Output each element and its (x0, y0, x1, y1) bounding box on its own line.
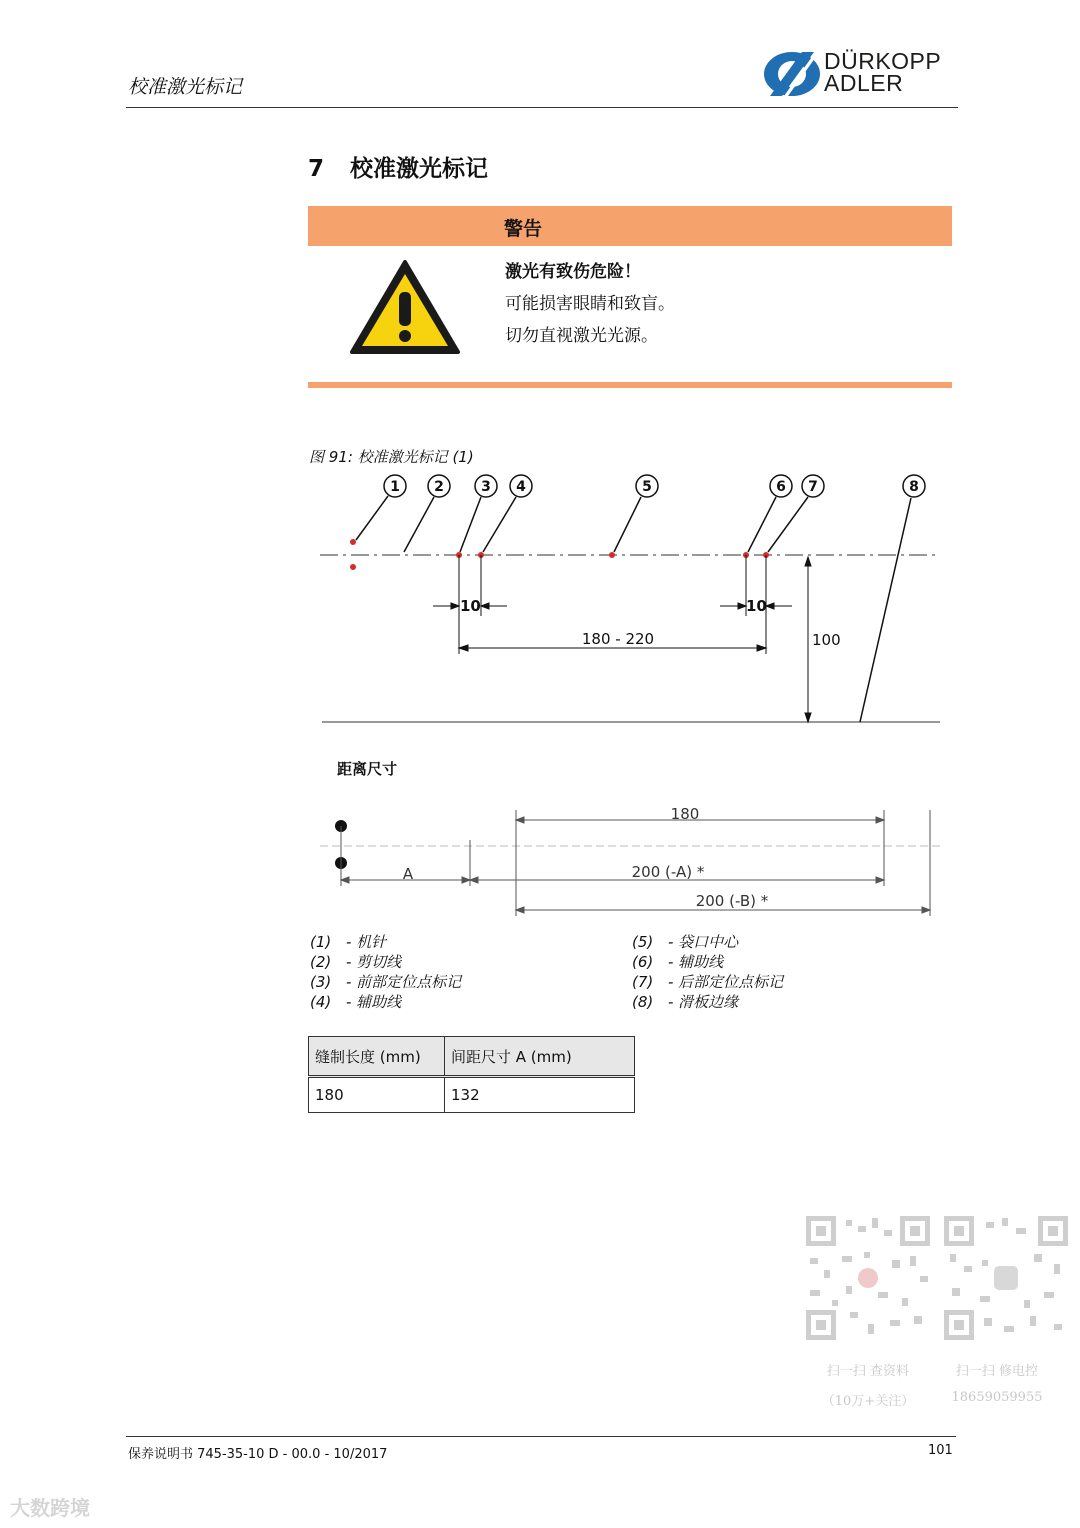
chapter-heading (308, 150, 488, 183)
legend-key: (8) (632, 993, 654, 1011)
legend-key: (5) (632, 933, 654, 951)
distance-200b-label: 200 (-B) * (695, 892, 769, 910)
legend-key: (6) (632, 953, 654, 971)
header-rule (126, 107, 958, 108)
legend-item (632, 952, 783, 972)
warning-bottom-rule (308, 382, 952, 388)
footer-page-number: 101 (928, 1443, 953, 1458)
legend-item (310, 972, 461, 992)
laser-marking-diagram (300, 468, 960, 730)
warning-line-2: 可能损害眼睛和致盲。 (505, 294, 675, 314)
pocket-center-dot (609, 552, 615, 558)
warning-line-1: 激光有致伤危险！ (505, 262, 641, 282)
chapter-number: 7 (308, 156, 325, 182)
legend-text: - 辅助线 (668, 953, 724, 971)
distance-180-label: 180 (670, 805, 700, 823)
legend-text: - 机针 (346, 933, 387, 951)
legend-item (310, 992, 461, 1012)
legend-text: - 辅助线 (346, 993, 402, 1011)
legend-text: - 剪切线 (346, 953, 402, 971)
warning-text (505, 256, 675, 352)
table-cell: 180 (309, 1077, 445, 1113)
legend-right-column (632, 932, 783, 1012)
legend-key: (2) (310, 953, 332, 971)
legend-text: - 袋口中心 (668, 933, 739, 951)
durkopp-adler-logo (762, 48, 962, 100)
footer-document-id: 保养说明书 745-35-10 D - 00.0 - 10/2017 (128, 1447, 388, 1462)
figure-caption: 图 91: 校准激光标记 (1) (309, 448, 474, 466)
needle-dot-upper (350, 539, 356, 545)
callout-4-label: 4 (516, 479, 526, 495)
table-header-row (309, 1037, 635, 1077)
spec-table (308, 1036, 635, 1113)
table-row (309, 1077, 635, 1113)
callout-7-label: 7 (808, 479, 818, 495)
running-header-title: 校准激光标记 (128, 76, 243, 98)
footer-rule (126, 1436, 956, 1437)
qr-left-caption-2: （10万+关注） (821, 1394, 915, 1409)
warning-heading: 警告 (504, 218, 543, 240)
legend-key: (1) (310, 933, 332, 951)
qr-code-left-icon (806, 1216, 930, 1340)
dim-span-label: 180 - 220 (581, 630, 655, 648)
dim-right-10: 10 (746, 597, 767, 615)
callout-8-label: 8 (909, 479, 919, 495)
distance-200a-label: 200 (-A) * (631, 863, 705, 881)
watermark: 大数跨境 (10, 1496, 90, 1520)
legend-text: - 后部定位点标记 (668, 973, 784, 991)
warning-triangle-icon (348, 258, 462, 356)
legend-item (310, 952, 461, 972)
legend-item (632, 932, 783, 952)
legend-item (632, 992, 783, 1012)
distance-a-label: A (402, 865, 414, 883)
qr-right-caption-2: 18659059955 (951, 1390, 1043, 1405)
table-header-distance-a: 间距尺寸 A (mm) (445, 1037, 635, 1077)
brand-line-2: ADLER (824, 70, 904, 96)
qr-right-caption-1: 扫一扫 修电控 (955, 1364, 1039, 1379)
legend-key: (4) (310, 993, 332, 1011)
legend-key: (7) (632, 973, 654, 991)
dim-height-label: 100 (812, 631, 841, 649)
distance-dimension-diagram (320, 790, 940, 920)
logo-mark-icon (762, 48, 822, 98)
legend-key: (3) (310, 973, 332, 991)
warning-header-bar (308, 206, 952, 246)
warning-line-3: 切勿直视激光光源。 (505, 326, 658, 346)
distance-dimensions-title: 距离尺寸 (337, 760, 398, 778)
brand-line-1: DÜRKOPP (824, 48, 942, 74)
legend-left-column (310, 932, 461, 1012)
legend-item (632, 972, 783, 992)
chapter-title: 校准激光标记 (350, 156, 488, 182)
callout-3-label: 3 (481, 479, 491, 495)
legend-text: - 前部定位点标记 (346, 973, 462, 991)
callout-1-label: 1 (390, 479, 400, 495)
callout-5-label: 5 (642, 479, 652, 495)
dim-left-10: 10 (460, 597, 481, 615)
qr-left-caption-1: 扫一扫 查资料 (826, 1364, 910, 1379)
callout-2-label: 2 (434, 479, 444, 495)
table-cell: 132 (445, 1077, 635, 1113)
needle-dot-lower (350, 564, 356, 570)
table-header-sewing-length: 缝制长度 (mm) (309, 1037, 445, 1077)
qr-code-right-icon (944, 1216, 1068, 1340)
callout-6-label: 6 (776, 479, 786, 495)
legend-text: - 滑板边缘 (668, 993, 739, 1011)
legend-item (310, 932, 461, 952)
